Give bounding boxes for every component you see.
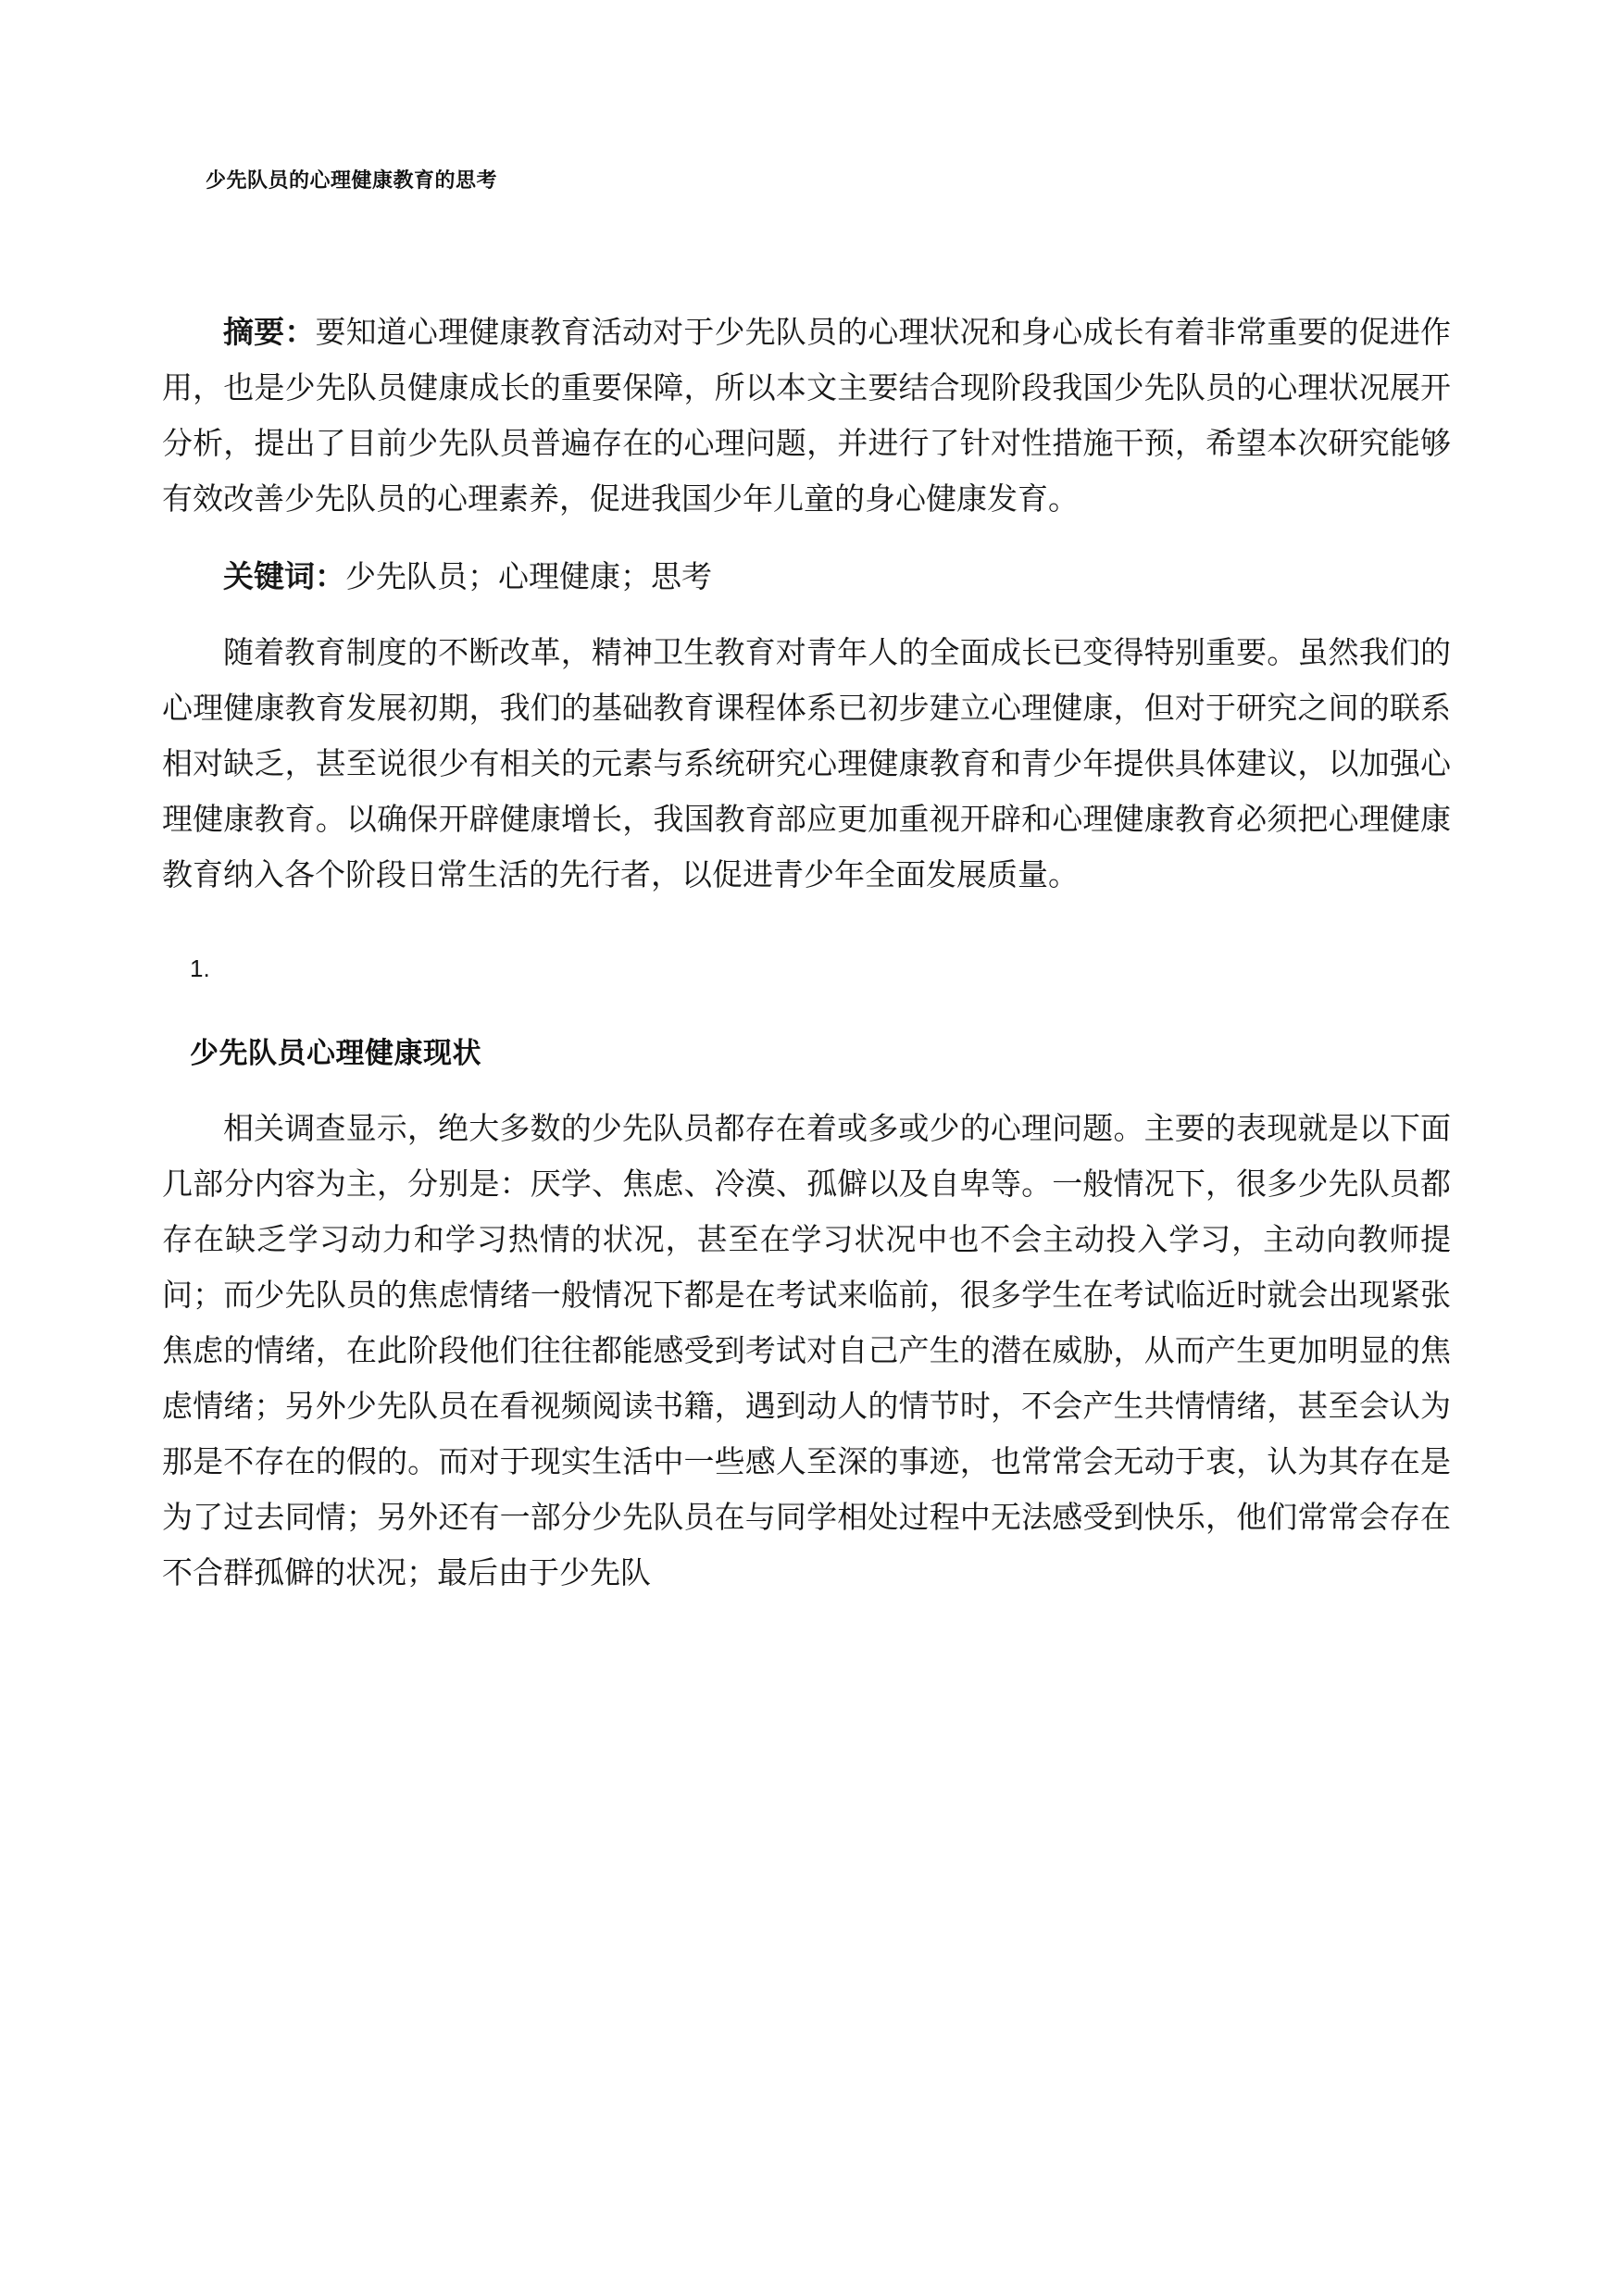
keywords-paragraph: [162, 550, 1451, 605]
section-body: [162, 1102, 1451, 1602]
abstract-label: 摘要：: [223, 317, 316, 350]
section-number: 1.: [190, 954, 210, 982]
introduction-paragraph: 随着教育制度的不断改革，精神卫生教育对青年人的全面成长已变得特别重要。虽然我们的心理健康教育发展初期，我们的基础教育课程体系已初步建立心理健康，但对于研究之间的联系相对缺乏，甚至说很少有相关的元素与系统研究心理健康教育和青少年提供具体建议，以加强心理健康教育。以确保开辟健康增长，我国教育部应更加重视开辟和心理健康教育必须把心理健康教育纳入各个阶段日常生活的先行者，以促进青少年全面发展质量。: [162, 637, 1451, 892]
section-heading-1: 少先队员心理健康现状: [190, 1037, 481, 1069]
abstract-text: 要知道心理健康教育活动对于少先队员的心理状况和身心成长有着非常重要的促进作用，也是少先队员健康成长的重要保障，所以本文主要结合现阶段我国少先队员的心理状况展开分析，提出了目前少先队员普遍存在的心理问题，并进行了针对性措施干预，希望本次研究能够有效改善少先队员的心理素养，促进我国少年儿童的身心健康发育。: [162, 317, 1452, 517]
keywords-text: 少先队员；心理健康；思考: [345, 561, 712, 594]
section-paragraph-1: 相关调查显示，绝大多数的少先队员都存在着或多或少的心理问题。主要的表现就是以下面几部分内容为主，分别是：厌学、焦虑、冷漠、孤僻以及自卑等。一般情况下，很多少先队员都存在缺乏学习动力和学习热情的状况，甚至在学习状况中也不会主动投入学习，主动向教师提问；而少先队员的焦虑情绪一般情况下都是在考试来临前，很多学生在考试临近时就会出现紧张焦虑的情绪，在此阶段他们往往都能感受到考试对自己产生的潜在威胁，从而产生更加明显的焦虑情绪；另外少先队员在看视频阅读书籍，遇到动人的情节时，不会产生共情情绪，甚至会认为那是不存在的假的。而对于现实生活中一些感人至深的事迹，也常常会无动于衷，认为其存在是为了过去同情；另外还有一部分少先队员在与同学相处过程中无法感受到快乐，他们常常会存在不合群孤僻的状况；最后由于少先队: [162, 1113, 1451, 1590]
document-body: [162, 306, 1451, 1602]
abstract-paragraph: [162, 306, 1451, 528]
page-running-header: 少先队员的心理健康教育的思考: [206, 168, 498, 192]
keywords-label: 关键词：: [223, 561, 345, 594]
